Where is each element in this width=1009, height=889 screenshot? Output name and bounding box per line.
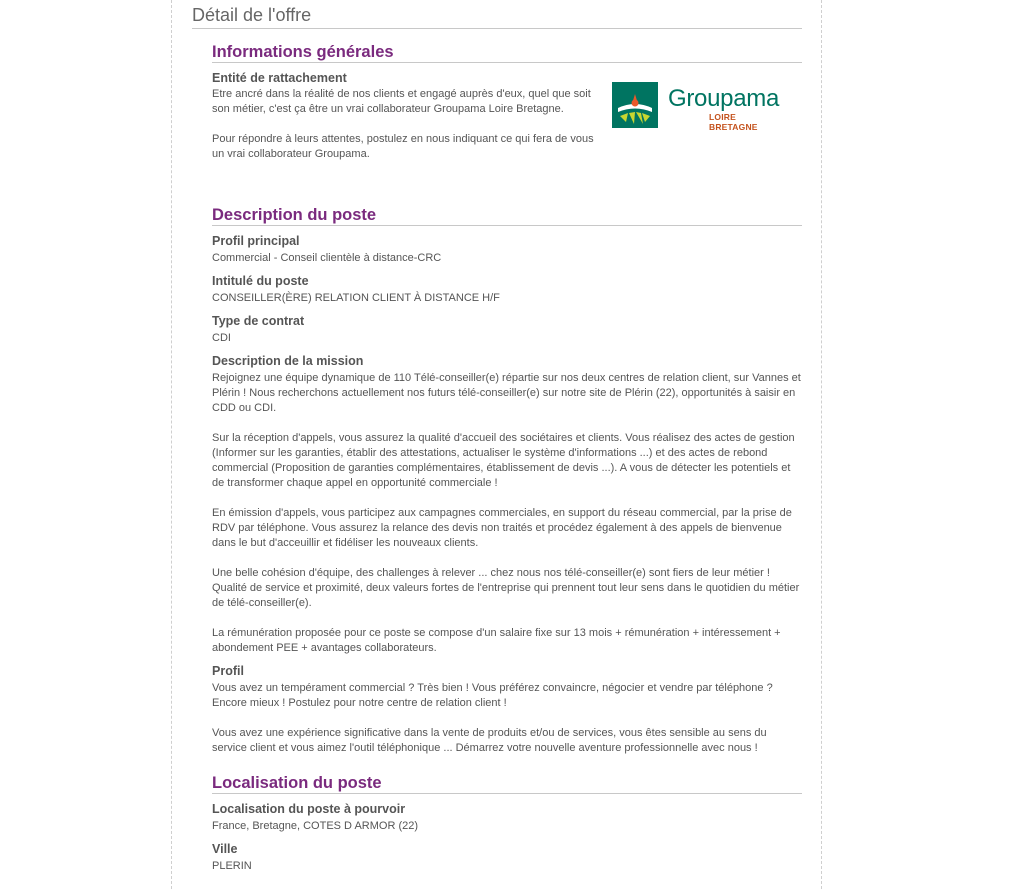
contract-label: Type de contrat	[212, 314, 305, 328]
mission-paragraph: En émission d'appels, vous participez aux campagnes commerciales, en support du réseau commercial, par la prise de RDV par téléphone. Vous assurez la relance des devis non traités et procédez également à des appels de bienvenue dans le but d'acceuillir et fidéliser les nouveaux clients.	[212, 507, 792, 549]
contract-value: CDI	[212, 332, 231, 344]
job-title-label: Intitulé du poste	[212, 274, 309, 288]
logo-name: Groupama	[668, 85, 779, 112]
groupama-emblem-icon	[612, 82, 658, 128]
profile-paragraph: Vous avez un tempérament commercial ? Très bien ! Vous préférez convaincre, négocier et vendre par téléphone ? Encore mieux ! Postulez pour notre centre de relation client !	[212, 682, 773, 709]
job-title-value: CONSEILLER(ÈRE) RELATION CLIENT À DISTANCE H/F	[212, 292, 500, 304]
offer-content	[212, 42, 802, 874]
job-description-section	[212, 205, 802, 756]
mission-paragraph: Une belle cohésion d'équipe, des challenges à relever ... chez nous nos télé-conseiller(e) sont fiers de leur métier ! Qualité de service et proximité, deux valeurs fortes de l'entreprise qui prennent tout leur sens dans le quotidien du métier de télé-conseiller(e).	[212, 567, 800, 609]
mission-paragraph: Rejoignez une équipe dynamique de 110 Télé-conseiller(e) répartie sur nos deux centres de relation client, sur Vannes et Plérin ! Nous recherchons actuellement nos futurs télé-conseiller(e) sur notre site de Plérin (22), opportunités à saisir en CDD ou CDI.	[212, 372, 801, 414]
entity-paragraph: Pour répondre à leurs attentes, postulez en nous indiquant ce qui fera de vous un vrai collaborateur Groupama.	[212, 133, 594, 160]
location-title: Localisation du poste	[212, 773, 802, 794]
location-place-label: Localisation du poste à pourvoir	[212, 802, 406, 816]
profile-main-label: Profil principal	[212, 234, 300, 248]
general-info-section	[212, 42, 802, 162]
entity-paragraph: Etre ancré dans la réalité de nos clients et engagé auprès d'eux, quel que soit son métier, c'est ça être un vrai collaborateur Groupama Loire Bretagne.	[212, 88, 591, 115]
mission-label: Description de la mission	[212, 354, 364, 368]
profile-label: Profil	[212, 664, 244, 678]
location-section	[212, 773, 802, 874]
job-description-title: Description du poste	[212, 205, 802, 226]
general-info-title: Informations générales	[212, 42, 802, 63]
profile-paragraph: Vous avez une expérience significative dans la vente de produits et/ou de services, vous êtes sensible au sens du service client et vous aimez l'outil téléphonique ... Démarrez votre nouvelle aventure professionnelle avec nous !	[212, 727, 767, 754]
location-place-value: France, Bretagne, COTES D ARMOR (22)	[212, 820, 419, 832]
mission-body	[212, 371, 802, 656]
city-value: PLERIN	[212, 860, 252, 872]
groupama-logo	[612, 82, 786, 132]
entity-label: Entité de rattachement	[212, 71, 347, 85]
page-title: Détail de l'offre	[192, 4, 802, 29]
offer-frame	[171, 0, 822, 889]
logo-subtitle: LOIRE BRETAGNE	[709, 112, 758, 132]
profile-main-value: Commercial - Conseil clientèle à distance-CRC	[212, 252, 442, 264]
mission-paragraph: La rémunération proposée pour ce poste se compose d'un salaire fixe sur 13 mois + rémunération + intéressement + abondement PEE + avantages collaborateurs.	[212, 627, 781, 654]
city-label: Ville	[212, 842, 238, 856]
mission-paragraph: Sur la réception d'appels, vous assurez la qualité d'accueil des sociétaires et clients. Vous réalisez des actes de gestion (Informer sur les garanties, établir des attestations, actualiser le système d'informations ...) et des actes de rebond commercial (Proposition de garanties complémentaires, établissement de devis ...). A vous de détecter les potentiels et de transformer chaque appel en opportunité commerciale !	[212, 432, 795, 489]
profile-body	[212, 681, 802, 756]
